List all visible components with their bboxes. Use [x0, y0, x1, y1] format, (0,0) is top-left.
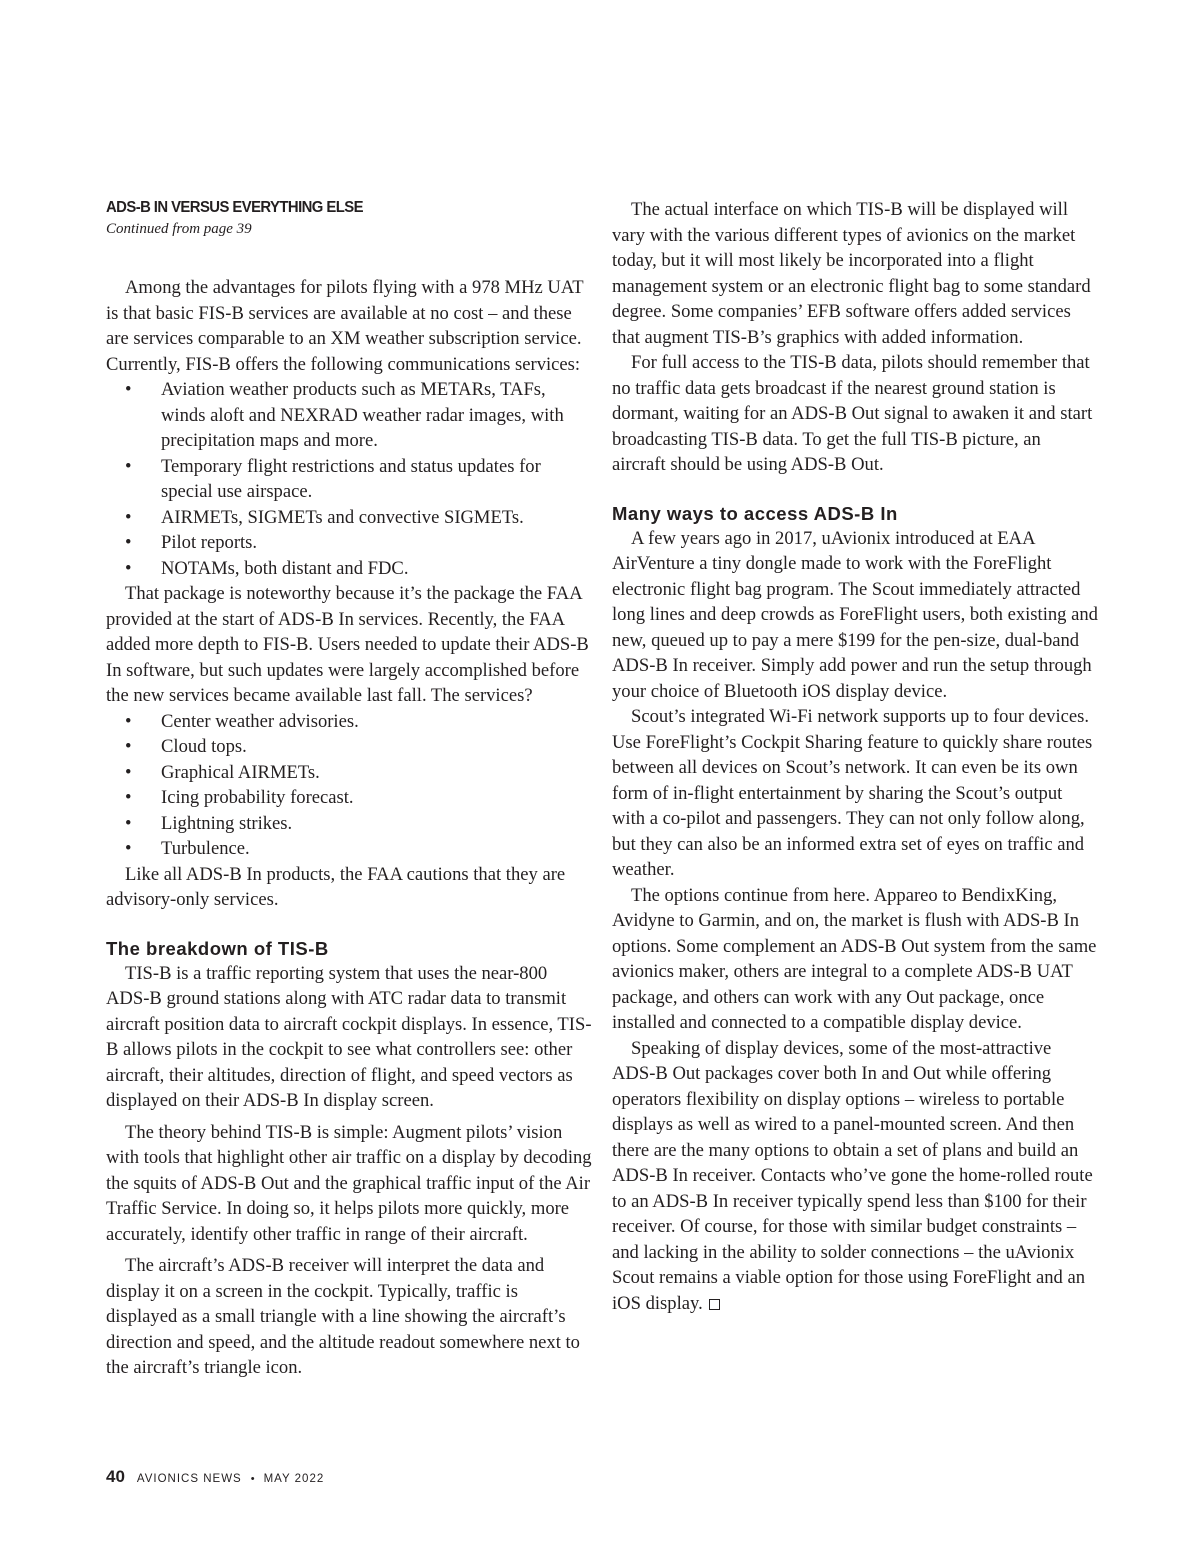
bullet-icon: •: [125, 787, 132, 808]
subheading-access-adsb-in: Many ways to access ADS-B In: [612, 502, 898, 524]
paragraph: The theory behind TIS-B is simple: Augment pilots’ vision with tools that highlight other air traffic on a display by decoding the squits of ADS-B Out and the graphical traffic input of the Air Traffic Service. In doing so, it helps pilots more quickly, more accurately, identify other traffic in range of their aircraft.: [106, 1121, 592, 1245]
bullet-icon: •: [125, 710, 132, 732]
ballot-box-icon: [709, 1299, 720, 1310]
continued-note: Continued from page 39: [106, 221, 252, 237]
list-item: • Graphical AIRMETs.: [106, 760, 592, 786]
list-item: • Turbulence.: [106, 836, 592, 862]
paragraph: Among the advantages for pilots flying with a 978 MHz UAT is that basic FIS-B services are available at no cost – and these are services comparable to an XM weather subscription service. Currently, FIS-B offers the following communications services:: [106, 277, 584, 375]
paragraph: Scout’s integrated Wi-Fi network supports up to four devices. Use ForeFlight’s Cockpit Sharing feature to quickly share routes between all devices on Scout’s network. It can even be its own form of in-flight entertainment by sharing the Scout’s output with a co-pilot and passengers. They can not only follow along, but they can also be an informed extra set of eyes on traffic and weather.: [612, 706, 1093, 880]
new-services-list: [106, 709, 592, 862]
bullet-icon: •: [125, 761, 132, 783]
paragraph: For full access to the TIS-B data, pilots should remember that no traffic data gets broadcast if the nearest ground station is dormant, waiting for an ADS-B Out signal to awaken it and start broadcasting TIS-B data. To get the full TIS-B picture, an aircraft should be using ADS-B Out.: [612, 352, 1093, 475]
list-item: • Cloud tops.: [106, 734, 592, 760]
bullet-icon: •: [125, 557, 132, 579]
list-item: • Center weather advisories.: [106, 709, 592, 735]
list-item: • Temporary flight restrictions and status updates for special use airspace.: [125, 455, 541, 502]
publication-name: AVIONICS NEWS: [136, 1473, 242, 1485]
bullet-icon: •: [125, 506, 132, 528]
list-item: • NOTAMs, both distant and FDC.: [106, 556, 592, 582]
list-item: • Lightning strikes.: [106, 811, 592, 837]
left-column: [106, 197, 592, 1381]
list-item: • Pilot reports.: [106, 530, 592, 556]
list-item: • Aviation weather products such as METARs, TAFs, winds aloft and NEXRAD weather radar images, with precipitation maps and more.: [125, 379, 564, 451]
bullet-icon: •: [125, 455, 132, 477]
paragraph: A few years ago in 2017, uAvionix introduced at EAA AirVenture a tiny dongle made to work with the ForeFlight electronic flight bag program. The Scout immediately attracted long lines and deep crowds as ForeFlight users, both existing and new, queued up to pay a mere $199 for the pen-size, dual-band ADS-B In receiver. Simply add power and run the setup through your choice of Bluetooth iOS display device.: [612, 527, 1098, 702]
bullet-icon: •: [125, 379, 132, 400]
paragraph: Speaking of display devices, some of the most-attractive ADS-B Out packages cover both In and Out while offering operators flexibility on display options – wireless to portable displays as well as wired to a panel-mounted screen. And then there are the many options to obtain a set of plans and build an ADS-B In receiver. Contacts who’ve gone the home-rolled route to an ADS-B In receiver typically spend less than $100 for their receiver. Of course, for those with similar budget constraints – and lacking in the ability to solder connections – the uAvionix Scout remains a viable option for those using ForeFlight and an iOS display.: [612, 1037, 1093, 1314]
bullet-icon: •: [125, 532, 132, 553]
section-kicker: ADS-B IN VERSUS EVERYTHING ELSE: [106, 199, 363, 216]
paragraph: The options continue from here. Appareo to BendixKing, Avidyne to Garmin, and on, the market is flush with ADS-B In options. Some complement an ADS-B Out system from the same avionics maker, others are integral to a complete ADS-B UAT package, and others can work with any Out package, once installed and connected to a compatible display device.: [612, 884, 1097, 1033]
bullet-icon: •: [125, 812, 132, 834]
issue-date: MAY 2022: [263, 1473, 325, 1485]
right-column: [612, 197, 1098, 1316]
list-item: • Icing probability forecast.: [106, 785, 592, 811]
bullet-icon: •: [125, 838, 132, 859]
paragraph: The actual interface on which TIS-B will be displayed will vary with the various different types of avionics on the market today, but it will most likely be incorporated into a flight management system or an electronic flight bag to some standard degree. Some companies’ EFB software offers added services that augment TIS-B’s graphics with added information.: [612, 199, 1091, 348]
paragraph: The aircraft’s ADS-B receiver will interpret the data and display it on a screen in the cockpit. Typically, traffic is displayed as a small triangle with a line showing the aircraft’s direction and speed, and the altitude readout somewhere next to the aircraft’s triangle icon.: [106, 1255, 580, 1378]
paragraph: TIS-B is a traffic reporting system that uses the near-800 ADS-B ground stations along with ATC radar data to transmit aircraft position data to aircraft cockpit displays. In essence, TIS-B allows pilots in the cockpit to see what controllers see: other aircraft, their altitudes, direction of flight, and speed vectors as displayed on their ADS-B In display screen.: [106, 962, 592, 1111]
paragraph: Like all ADS-B In products, the FAA cautions that they are advisory-only services.: [106, 863, 566, 910]
bullet-icon: •: [125, 736, 132, 757]
page-footer: [106, 1467, 324, 1487]
list-item: • AIRMETs, SIGMETs and convective SIGMETs.: [106, 505, 592, 531]
fisb-services-list: [106, 377, 592, 581]
paragraph: That package is noteworthy because it’s the package the FAA provided at the start of ADS-B In services. Recently, the FAA added more depth to FIS-B. Users needed to update their ADS-B In software, but such updates were largely accomplished before the new services became available last fall. The services?: [106, 583, 589, 706]
subheading-tisb-breakdown: The breakdown of TIS-B: [106, 937, 329, 959]
page-number: 40: [106, 1467, 125, 1486]
footer-separator: •: [250, 1473, 255, 1485]
